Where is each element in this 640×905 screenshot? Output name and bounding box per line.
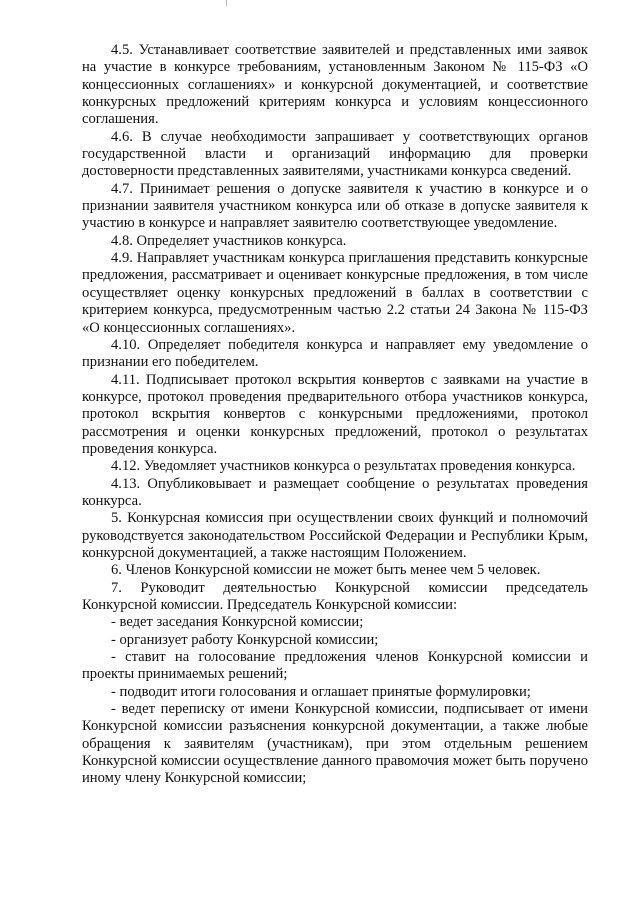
paragraph-4-11: 4.11. Подписывает протокол вскрытия конвертов с заявками на участие в конкурсе, протокол проведения предварительного отбора участников конкурса, протокол вскрытия конвертов с конкурсными предложениями, протокол рассмотрения и оценки конкурсных предложений, протокол о результатах проведения конкурса. xyxy=(82,371,588,457)
paragraph-4-10: 4.10. Определяет победителя конкурса и направляет ему уведомление о признании его победителем. xyxy=(82,336,588,371)
paragraph-4-5: 4.5. Устанавливает соответствие заявителей и представленных ими заявок на участие в конкурсе требованиям, установленным Законом № 115-ФЗ «О концессионных соглашениях» и конкурсной документацией, и соответствие конкурсных предложений критериям конкурса и условиям концессионного соглашения. xyxy=(82,42,588,128)
paragraph-4-7: 4.7. Принимает решения о допуске заявителя к участию в конкурсе и о признании заявителя участником конкурса или об отказе в допуске заявителя к участию в конкурсе и направляет заявителю соответствующее уведомление. xyxy=(82,180,588,232)
paragraph-4-6: 4.6. В случае необходимости запрашивает у соответствующих органов государственной власти и организаций информацию для проверки достоверности представленных заявителями, участниками конкурса сведений. xyxy=(82,128,588,180)
paragraph-4-8: 4.8. Определяет участников конкурса. xyxy=(111,232,347,249)
document-page xyxy=(82,42,588,788)
list-item-correspondence: - ведет переписку от имени Конкурсной комиссии, подписывает от имени Конкурсной комиссии разъяснения конкурсной документации, а также любые обращения к заявителям (участникам), при этом отдельным решением Конкурсной комиссии осуществление данного правомочия может быть поручено иному члену Конкурсной комиссии; xyxy=(82,701,588,787)
paragraph-7: 7. Руководит деятельностью Конкурсной комиссии председатель Конкурсной комиссии. Председатель Конкурсной комиссии: xyxy=(82,579,588,613)
list-item-puts-to-vote: - ставит на голосование предложения членов Конкурсной комиссии и проекты принимаемых решений; xyxy=(82,649,588,683)
paragraph-4-13: 4.13. Опубликовывает и размещает сообщение о результатах проведения конкурса. xyxy=(82,475,588,509)
list-item-organizes-work: - организует работу Конкурсной комиссии; xyxy=(111,631,379,648)
paragraph-4-9: 4.9. Направляет участникам конкурса приглашения представить конкурсные предложения, рассматривает и оценивает конкурсные предложения, в том числе осуществляет оценку конкурсных предложений в баллах в соответствии с критерием конкурса, предусмотренным частью 2.2 статьи 24 Закона № 115-ФЗ «О концессионных соглашениях». xyxy=(82,250,588,336)
list-item-sums-up-voting: - подводит итоги голосования и оглашает принятые формулировки; xyxy=(111,683,531,700)
paragraph-5: 5. Конкурсная комиссия при осуществлении своих функций и полномочий руководствуется законодательством Российской Федерации и Республики Крым, конкурсной документацией, а также настоящим Положением. xyxy=(82,510,588,561)
paragraph-4-12: 4.12. Уведомляет участников конкурса о результатах проведения конкурса. xyxy=(111,458,576,475)
paragraph-6: 6. Членов Конкурсной комиссии не может быть менее чем 5 человек. xyxy=(111,562,541,579)
scan-artifact-mark xyxy=(226,0,227,6)
list-item-chairs-meetings: - ведет заседания Конкурсной комиссии; xyxy=(111,614,364,631)
